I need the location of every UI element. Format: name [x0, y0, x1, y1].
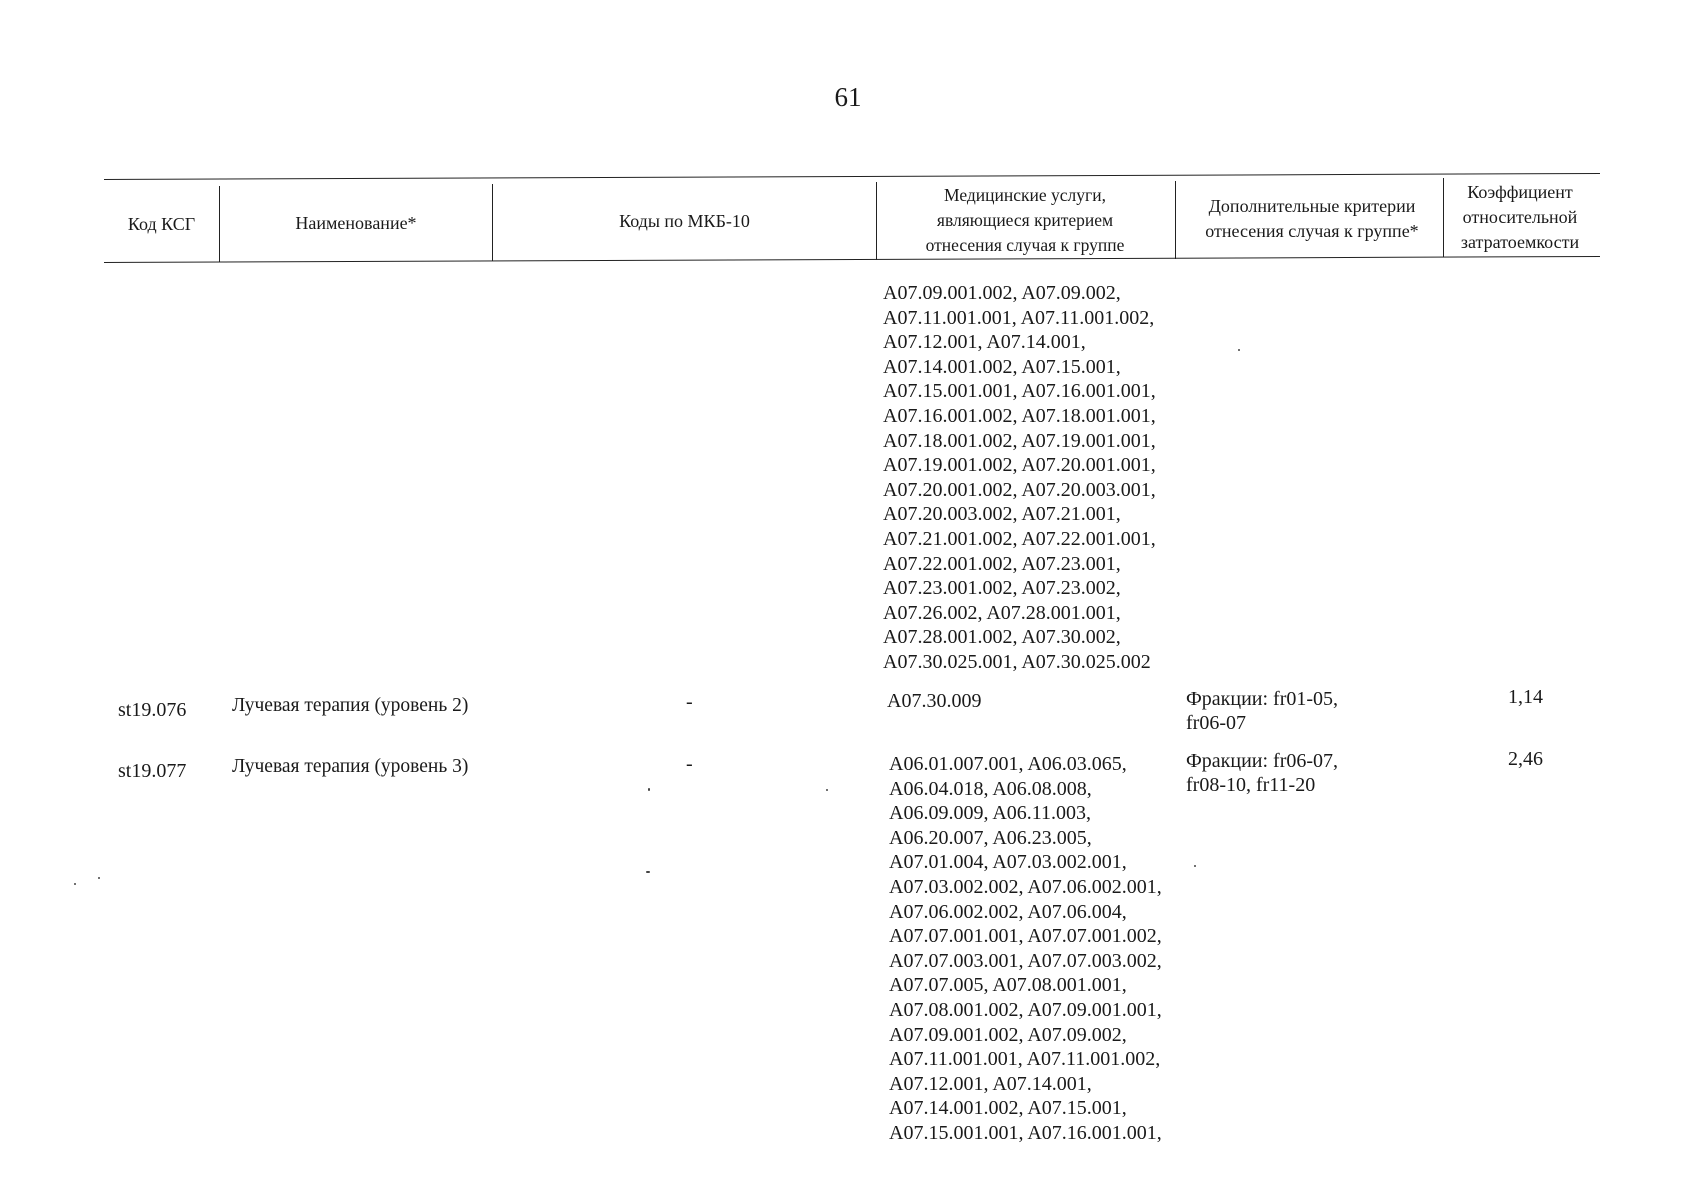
header-divider [876, 182, 877, 260]
row-code: st19.077 [118, 760, 187, 782]
service-code-line: A07.14.001.002, A07.15.001, [883, 355, 1121, 378]
service-code-line: A07.07.005, A07.08.001.001, [889, 974, 1127, 997]
service-code-line: A07.06.002.002, A07.06.004, [889, 900, 1127, 923]
header-top-border [104, 173, 1600, 180]
header-coef: Коэффициент относительной затратоемкости [1460, 181, 1580, 252]
header-divider [1175, 181, 1176, 259]
service-code-line: A07.09.001.002, A07.09.002, [883, 282, 1121, 304]
header-extra: Дополнительные критерии отнесения случая к группе* [1205, 196, 1419, 241]
service-code-line: A07.26.002, A07.28.001.001, [883, 601, 1121, 624]
service-code-line: A07.18.001.002, A07.19.001.001, [883, 429, 1156, 452]
service-code-line: A07.07.003.001, A07.07.003.002, [889, 949, 1162, 972]
row-name: Лучевая терапия (уровень 3) [232, 756, 469, 777]
service-code-line: A07.20.003.002, A07.21.001, [883, 503, 1121, 526]
service-code-line: A07.21.001.002, A07.22.001.001, [883, 527, 1156, 550]
service-code-line: A07.12.001, A07.14.001, [883, 331, 1086, 354]
service-code-line: A07.11.001.001, A07.11.001.002, [883, 306, 1155, 329]
service-code-line: A07.28.001.002, A07.30.002, [883, 626, 1121, 649]
scan-speck [74, 883, 76, 885]
service-code-line: A07.12.001, A07.14.001, [889, 1072, 1092, 1095]
scan-speck [646, 871, 650, 873]
row-services: A07.30.009 [887, 690, 982, 712]
header-code: Код КСГ [127, 213, 196, 234]
scan-speck [826, 789, 828, 791]
service-code-line: A06.04.018, A06.08.008, [889, 777, 1092, 800]
service-code-line: A06.01.007.001, A06.03.065, [889, 753, 1127, 775]
service-code-line: A07.09.001.002, A07.09.002, [889, 1023, 1127, 1046]
row-mkb: - [686, 753, 693, 775]
scan-speck [1194, 865, 1196, 867]
row-services-list [889, 752, 1162, 1146]
header-services: Медицинские услуги, являющиеся критерием отнесения случая к группе [925, 184, 1125, 255]
service-code-line: A07.23.001.002, A07.23.002, [883, 577, 1121, 600]
service-code-line: A07.22.001.002, A07.23.001, [883, 552, 1121, 575]
service-code-line: A07.01.004, A07.03.002.001, [889, 851, 1127, 874]
service-code-line: A07.30.025.001, A07.30.025.002 [883, 650, 1151, 673]
row-mkb: - [686, 691, 693, 713]
scan-speck [648, 788, 650, 791]
row-code: st19.076 [118, 699, 187, 721]
service-code-line: A07.11.001.001, A07.11.001.002, [889, 1048, 1161, 1071]
row-name: Лучевая терапия (уровень 2) [232, 695, 469, 716]
service-code-line: A06.09.009, A06.11.003, [889, 802, 1092, 825]
scan-speck [1238, 349, 1240, 351]
service-code-line: A06.20.007, A06.23.005, [889, 826, 1092, 849]
service-code-line: A07.20.001.002, A07.20.003.001, [883, 478, 1156, 501]
service-code-line: A07.15.001.001, A07.16.001.001, [889, 1121, 1162, 1144]
scan-speck [98, 877, 100, 879]
header-name: Наименование* [295, 212, 417, 233]
row-coef: 1,14 [1508, 686, 1543, 708]
service-code-line: A07.16.001.002, A07.18.001.001, [883, 404, 1156, 427]
continuation-services-list [883, 281, 1156, 675]
row-coef: 2,46 [1508, 748, 1543, 770]
service-code-line: A07.07.001.001, A07.07.001.002, [889, 925, 1162, 948]
header-mkb: Коды по МКБ-10 [619, 210, 750, 231]
service-code-line: A07.19.001.002, A07.20.001.001, [883, 454, 1156, 477]
service-code-line: A07.03.002.002, A07.06.002.001, [889, 875, 1162, 898]
service-code-line: A07.08.001.002, A07.09.001.001, [889, 998, 1162, 1021]
page-number: 61 [834, 82, 862, 112]
service-code-line: A07.14.001.002, A07.15.001, [889, 1097, 1127, 1120]
row-extra: Фракции: fr01-05, fr06-07 [1186, 688, 1339, 734]
service-code-line: A07.15.001.001, A07.16.001.001, [883, 380, 1156, 403]
row-extra: Фракции: fr06-07, fr08-10, fr11-20 [1186, 750, 1339, 796]
